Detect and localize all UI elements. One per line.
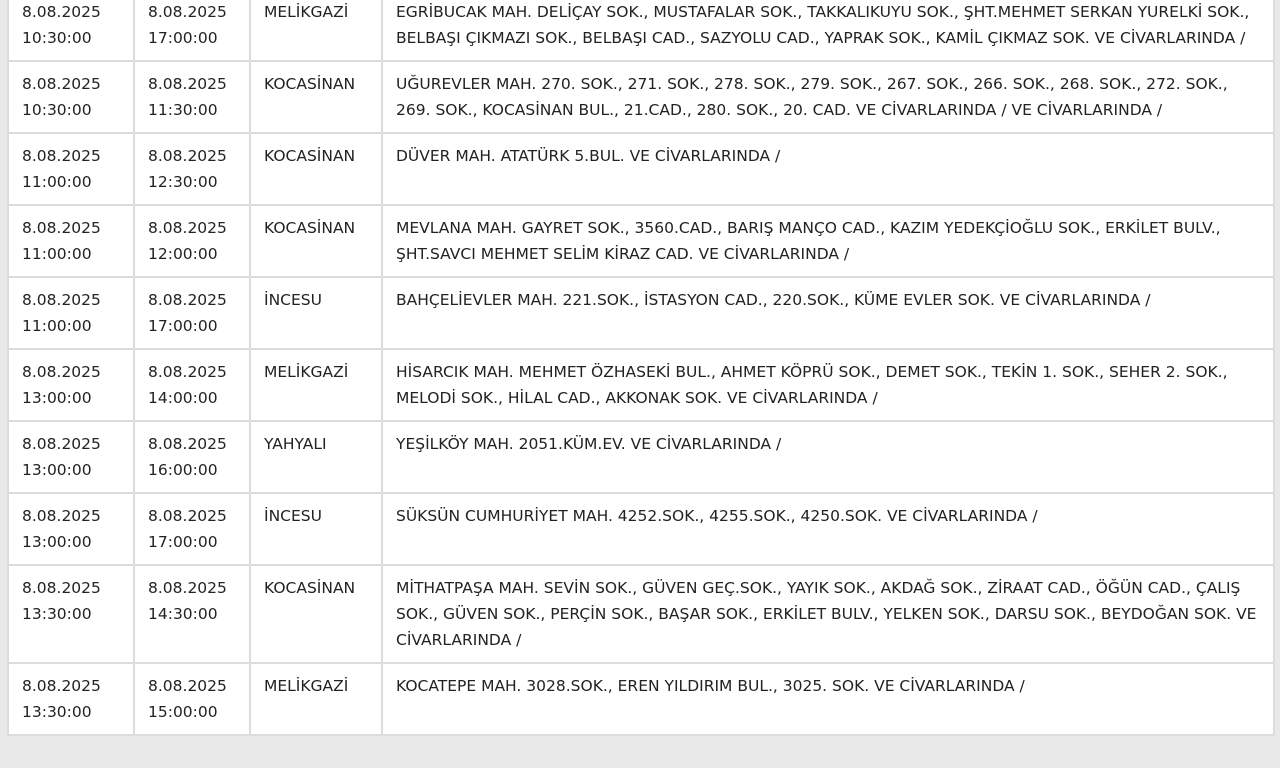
end-date: 8.08.2025 <box>148 435 227 453</box>
address-cell: DÜVER MAH. ATATÜRK 5.BUL. VE CİVARLARINDA / <box>383 134 1275 206</box>
address-cell: SÜKSÜN CUMHURİYET MAH. 4252.SOK., 4255.SOK., 4250.SOK. VE CİVARLARINDA / <box>383 494 1275 566</box>
table-row <box>7 206 1275 278</box>
table-row <box>7 278 1275 350</box>
start-date: 8.08.2025 <box>22 291 101 309</box>
table-row <box>7 422 1275 494</box>
table-row <box>7 350 1275 422</box>
end-cell <box>135 566 251 664</box>
end-time: 15:00:00 <box>148 703 218 721</box>
end-time: 12:30:00 <box>148 173 218 191</box>
end-date: 8.08.2025 <box>148 147 227 165</box>
end-time: 16:00:00 <box>148 461 218 479</box>
table-row <box>7 0 1275 62</box>
end-time: 17:00:00 <box>148 317 218 335</box>
end-time: 14:00:00 <box>148 389 218 407</box>
start-cell <box>7 566 135 664</box>
end-date: 8.08.2025 <box>148 219 227 237</box>
start-date: 8.08.2025 <box>22 677 101 695</box>
start-time: 10:30:00 <box>22 101 92 119</box>
end-cell <box>135 278 251 350</box>
start-time: 13:00:00 <box>22 533 92 551</box>
start-cell <box>7 350 135 422</box>
address-cell: HİSARCIK MAH. MEHMET ÖZHASEKİ BUL., AHMET KÖPRÜ SOK., DEMET SOK., TEKİN 1. SOK., SEHER 2. SOK., MELODİ SOK., HİLAL CAD., AKKONAK SOK. VE CİVARLARINDA / <box>383 350 1275 422</box>
address-cell: YEŞİLKÖY MAH. 2051.KÜM.EV. VE CİVARLARINDA / <box>383 422 1275 494</box>
district-cell: KOCASİNAN <box>251 134 383 206</box>
district-cell: KOCASİNAN <box>251 566 383 664</box>
start-date: 8.08.2025 <box>22 579 101 597</box>
start-time: 11:00:00 <box>22 317 92 335</box>
end-cell <box>135 134 251 206</box>
end-cell <box>135 62 251 134</box>
table-row <box>7 494 1275 566</box>
end-date: 8.08.2025 <box>148 677 227 695</box>
address-cell: KOCATEPE MAH. 3028.SOK., EREN YILDIRIM BUL., 3025. SOK. VE CİVARLARINDA / <box>383 664 1275 736</box>
start-cell <box>7 664 135 736</box>
table-row <box>7 664 1275 736</box>
start-date: 8.08.2025 <box>22 363 101 381</box>
end-time: 12:00:00 <box>148 245 218 263</box>
district-cell: MELİKGAZİ <box>251 664 383 736</box>
start-date: 8.08.2025 <box>22 435 101 453</box>
end-date: 8.08.2025 <box>148 3 227 21</box>
start-date: 8.08.2025 <box>22 219 101 237</box>
address-cell: BAHÇELİEVLER MAH. 221.SOK., İSTASYON CAD., 220.SOK., KÜME EVLER SOK. VE CİVARLARINDA / <box>383 278 1275 350</box>
start-cell <box>7 206 135 278</box>
address-cell: EGRİBUCAK MAH. DELİÇAY SOK., MUSTAFALAR SOK., TAKKALIKUYU SOK., ŞHT.MEHMET SERKAN YURELKİ SOK., BELBAŞI ÇIKMAZI SOK., BELBAŞI CAD., SAZYOLU CAD., YAPRAK SOK., KAMİL ÇIKMAZ SOK. VE CİVARLARINDA / <box>383 0 1275 62</box>
district-cell: İNCESU <box>251 494 383 566</box>
district-cell: YAHYALI <box>251 422 383 494</box>
start-cell <box>7 494 135 566</box>
address-cell: UĞUREVLER MAH. 270. SOK., 271. SOK., 278. SOK., 279. SOK., 267. SOK., 266. SOK., 268. SOK., 272. SOK., 269. SOK., KOCASİNAN BUL., 21.CAD., 280. SOK., 20. CAD. VE CİVARLARINDA / VE CİVARLARINDA / <box>383 62 1275 134</box>
start-cell <box>7 134 135 206</box>
start-cell <box>7 62 135 134</box>
start-date: 8.08.2025 <box>22 507 101 525</box>
end-date: 8.08.2025 <box>148 579 227 597</box>
end-date: 8.08.2025 <box>148 507 227 525</box>
start-cell <box>7 0 135 62</box>
start-time: 13:00:00 <box>22 389 92 407</box>
table-row <box>7 134 1275 206</box>
end-date: 8.08.2025 <box>148 363 227 381</box>
end-time: 17:00:00 <box>148 29 218 47</box>
end-date: 8.08.2025 <box>148 291 227 309</box>
bottom-edge <box>0 762 1280 768</box>
end-cell <box>135 0 251 62</box>
end-time: 14:30:00 <box>148 605 218 623</box>
start-cell <box>7 422 135 494</box>
start-time: 10:30:00 <box>22 29 92 47</box>
address-cell: MİTHATPAŞA MAH. SEVİN SOK., GÜVEN GEÇ.SOK., YAYIK SOK., AKDAĞ SOK., ZİRAAT CAD., ÖĞÜN CAD., ÇALIŞ SOK., GÜVEN SOK., PERÇİN SOK., BAŞAR SOK., ERKİLET BULV., YELKEN SOK., DARSU SOK., BEYDOĞAN SOK. VE CİVARLARINDA / <box>383 566 1275 664</box>
district-cell: MELİKGAZİ <box>251 350 383 422</box>
end-cell <box>135 206 251 278</box>
end-cell <box>135 494 251 566</box>
start-date: 8.08.2025 <box>22 3 101 21</box>
start-cell <box>7 278 135 350</box>
table-row <box>7 62 1275 134</box>
end-cell <box>135 350 251 422</box>
district-cell: KOCASİNAN <box>251 206 383 278</box>
start-time: 13:00:00 <box>22 461 92 479</box>
start-time: 11:00:00 <box>22 245 92 263</box>
start-time: 13:30:00 <box>22 703 92 721</box>
outage-schedule-table <box>7 0 1275 736</box>
start-time: 13:30:00 <box>22 605 92 623</box>
end-cell <box>135 422 251 494</box>
address-cell: MEVLANA MAH. GAYRET SOK., 3560.CAD., BARIŞ MANÇO CAD., KAZIM YEDEKÇİOĞLU SOK., ERKİLET BULV., ŞHT.SAVCI MEHMET SELİM KİRAZ CAD. VE CİVARLARINDA / <box>383 206 1275 278</box>
end-time: 17:00:00 <box>148 533 218 551</box>
start-time: 11:00:00 <box>22 173 92 191</box>
district-cell: İNCESU <box>251 278 383 350</box>
end-cell <box>135 664 251 736</box>
start-date: 8.08.2025 <box>22 147 101 165</box>
end-date: 8.08.2025 <box>148 75 227 93</box>
table-row <box>7 566 1275 664</box>
district-cell: MELİKGAZİ <box>251 0 383 62</box>
end-time: 11:30:00 <box>148 101 218 119</box>
outage-table-body <box>7 0 1275 736</box>
start-date: 8.08.2025 <box>22 75 101 93</box>
district-cell: KOCASİNAN <box>251 62 383 134</box>
